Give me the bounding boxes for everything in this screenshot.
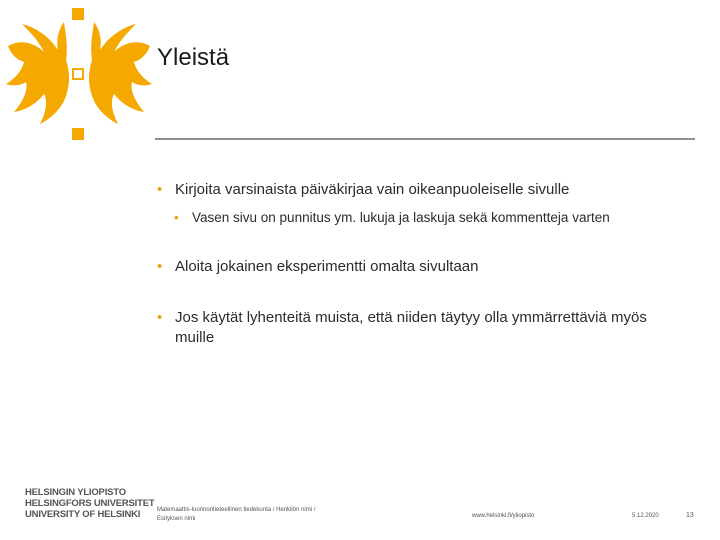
footer-presentation-name: Esityksen nimi	[157, 516, 196, 522]
bullet-glyph: •	[157, 309, 163, 326]
bullet-glyph: •	[157, 181, 163, 198]
bullet-item	[155, 257, 479, 277]
wordmark-line: UNIVERSITY OF HELSINKI	[25, 509, 141, 520]
wordmark-line: HELSINGIN YLIOPISTO	[25, 487, 126, 498]
bullet-item	[155, 308, 675, 348]
bullet-text: Aloita jokainen eksperimentti omalta sivultaan	[175, 258, 479, 275]
footer-url: www.helsinki.fi/yliopisto	[472, 513, 535, 519]
footer-unit-line: Matemaattis-luonnontieteellinen tiedekunta / Henkilön nimi /	[157, 507, 316, 513]
footer-page-number: 13	[686, 512, 694, 519]
wordmark-line: HELSINGFORS UNIVERSITET	[25, 498, 155, 509]
slide-title: Yleistä	[157, 44, 230, 71]
university-wordmark	[25, 487, 154, 520]
bullet-item	[155, 180, 569, 200]
title-divider	[155, 138, 695, 140]
bullet-glyph: •	[174, 210, 179, 225]
bullet-text: Vasen sivu on punnitus ym. lukuja ja laskuja sekä kommentteja varten	[192, 210, 610, 225]
bullet-text: Kirjoita varsinaista päiväkirjaa vain oikeanpuoleiselle sivulle	[175, 181, 570, 198]
helsinki-flame-logo-icon	[0, 0, 160, 150]
bullet-glyph: •	[157, 258, 163, 275]
sub-bullet-item	[172, 208, 610, 228]
bullet-text: Jos käytät lyhenteitä muista, että niiden täytyy olla ymmärrettäviä myös muille	[175, 309, 647, 346]
footer-date: 5.12.2020	[632, 513, 659, 519]
